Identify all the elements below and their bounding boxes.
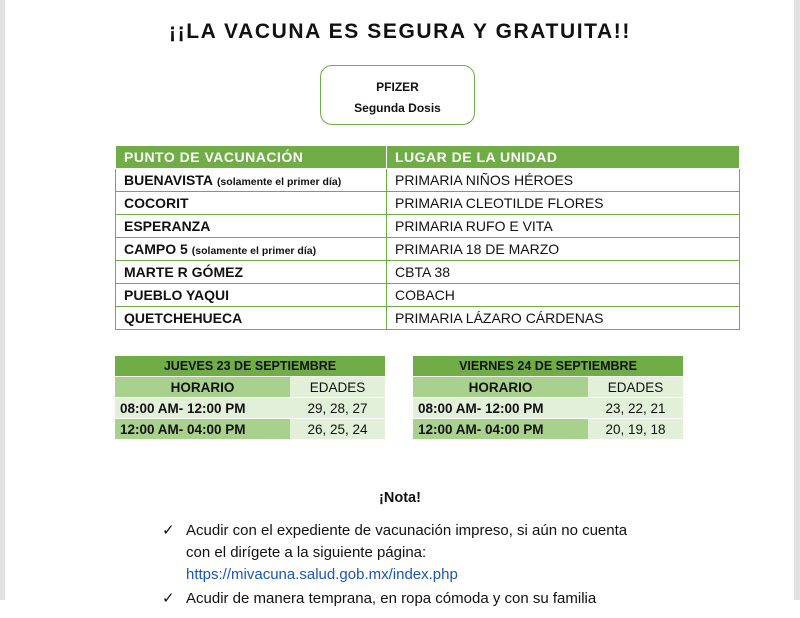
unit-location-cell: PRIMARIA 18 DE MARZO — [387, 238, 740, 261]
table-row — [116, 169, 740, 192]
vaccination-point-cell — [116, 192, 387, 215]
schedule-time: 12:00 AM- 04:00 PM — [115, 419, 290, 440]
vaccination-point-name: CAMPO 5 — [124, 241, 188, 257]
unit-location-cell: PRIMARIA NIÑOS HÉROES — [387, 169, 740, 192]
schedule-ages: 20, 19, 18 — [588, 419, 683, 440]
vaccination-point-cell — [116, 284, 387, 307]
note-item-cut — [158, 588, 628, 618]
note-item — [158, 520, 628, 586]
page-edge-left — [0, 0, 5, 600]
unit-location-cell: PRIMARIA LÁZARO CÁRDENAS — [387, 307, 740, 330]
vaccination-point-note: (solamente el primer día) — [191, 245, 317, 257]
vaccine-name: PFIZER — [376, 80, 419, 94]
unit-location-cell: PRIMARIA CLEOTILDE FLORES — [387, 192, 740, 215]
table-row — [116, 238, 740, 261]
schedule-thursday — [115, 356, 385, 439]
schedule-time: 12:00 AM- 04:00 PM — [413, 419, 588, 440]
note-item-text: Acudir de manera temprana, en ropa cómoda y con su familia — [186, 590, 597, 607]
schedule-ages: 29, 28, 27 — [290, 398, 385, 419]
unit-location-cell: COBACH — [387, 284, 740, 307]
table-row — [116, 307, 740, 330]
header-lugar: LUGAR DE LA UNIDAD — [387, 146, 740, 169]
note-list — [158, 520, 628, 586]
vaccination-point-cell — [116, 169, 387, 192]
vaccination-point-cell — [116, 307, 387, 330]
vaccination-point-cell — [116, 261, 387, 284]
table-row — [116, 215, 740, 238]
registration-link[interactable]: https://mivacuna.salud.gob.mx/index.php — [186, 566, 458, 583]
vaccine-badge — [320, 65, 475, 125]
vaccination-point-name: PUEBLO YAQUI — [124, 287, 230, 303]
schedule-time: 08:00 AM- 12:00 PM — [413, 398, 588, 419]
schedule-row — [115, 419, 385, 440]
vaccination-point-cell — [116, 238, 387, 261]
vaccination-points-table — [115, 145, 740, 330]
table-row — [116, 261, 740, 284]
checkmark-icon: ✓ — [162, 590, 175, 607]
table-row — [116, 192, 740, 215]
schedule-ages: 23, 22, 21 — [588, 398, 683, 419]
schedule-row — [413, 398, 683, 419]
schedule-ages: 26, 25, 24 — [290, 419, 385, 440]
schedule-col-time: HORARIO — [115, 377, 290, 398]
schedule-row — [413, 419, 683, 440]
schedule-day-title: VIERNES 24 DE SEPTIEMBRE — [413, 356, 683, 377]
note-title: ¡Nota! — [379, 490, 421, 506]
vaccination-point-name: ESPERANZA — [124, 218, 211, 234]
vaccination-point-name: MARTE R GÓMEZ — [124, 264, 243, 280]
checkmark-icon: ✓ — [162, 522, 175, 539]
schedule-col-ages: EDADES — [588, 377, 683, 398]
schedule-col-time: HORARIO — [413, 377, 588, 398]
schedule-row — [115, 398, 385, 419]
vaccination-point-name: QUETCHEHUECA — [124, 310, 243, 326]
unit-location-cell: CBTA 38 — [387, 261, 740, 284]
vaccination-point-note: (solamente el primer día) — [216, 176, 342, 188]
vaccination-point-name: BUENAVISTA — [124, 172, 213, 188]
unit-location-cell: PRIMARIA RUFO E VITA — [387, 215, 740, 238]
header-punto: PUNTO DE VACUNACIÓN — [116, 146, 387, 169]
vaccination-point-name: COCORIT — [124, 195, 189, 211]
schedule-time: 08:00 AM- 12:00 PM — [115, 398, 290, 419]
table-header-row — [116, 146, 740, 169]
schedule-friday — [413, 356, 683, 439]
page-edge-right — [794, 0, 800, 600]
table-row — [116, 284, 740, 307]
note-item — [158, 588, 628, 610]
note-item-text: Acudir con el expediente de vacunación impreso, si aún no cuenta con el dirígete a la siguiente página: — [186, 522, 628, 561]
vaccination-point-cell — [116, 215, 387, 238]
schedule-day-title: JUEVES 23 DE SEPTIEMBRE — [115, 356, 385, 377]
schedule-col-ages: EDADES — [290, 377, 385, 398]
dose-label: Segunda Dosis — [354, 101, 441, 115]
page-title: ¡¡LA VACUNA ES SEGURA Y GRATUITA!! — [169, 20, 631, 43]
